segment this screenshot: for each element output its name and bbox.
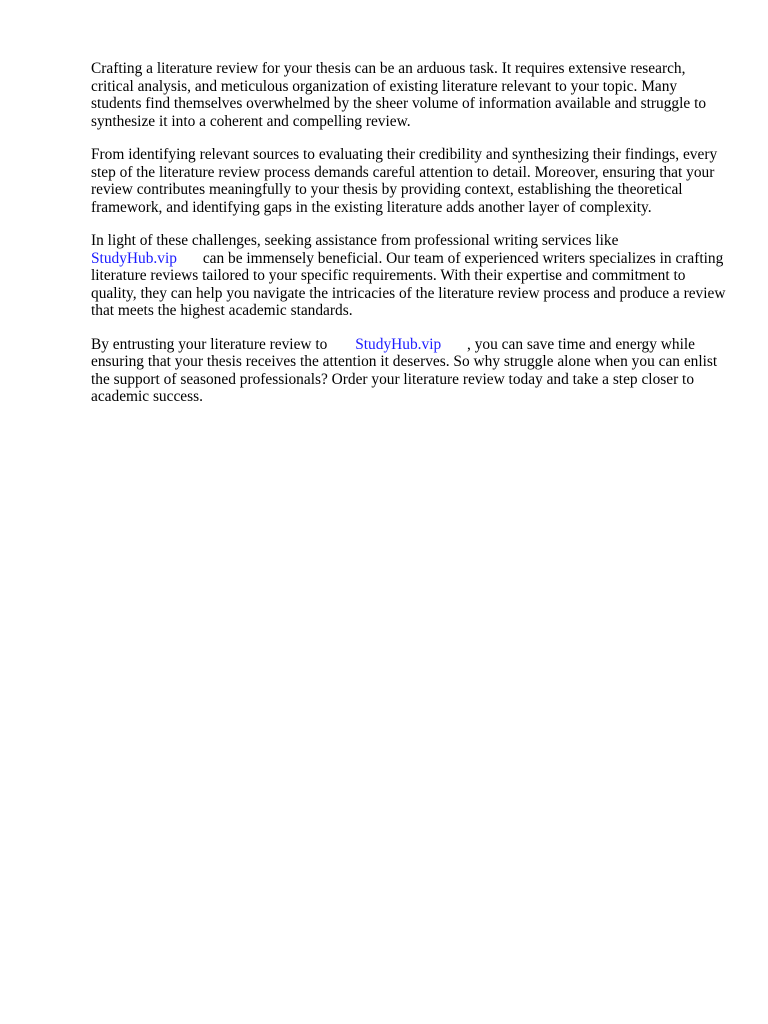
paragraph-assistance: [91, 232, 728, 320]
studyhub-link[interactable]: StudyHub.vip: [355, 335, 442, 353]
paragraph-conclusion: [91, 336, 728, 406]
paragraph-process: [91, 146, 728, 216]
paragraph-conclusion-after: , you can save time and energy while ensuring that your thesis receives the attention it deserves. So why struggle alone when you can enlist the support of seasoned professionals? Order your literature review today and take a step closer to academic success.: [91, 335, 718, 405]
paragraph-assistance-after: can be immensely beneficial. Our team of experienced writers specializes in crafting literature reviews tailored to your specific requirements. With their expertise and commitment to quality, they can help you navigate the intricacies of the literature review process and produce a review that meets the highest academic standards.: [91, 249, 726, 319]
paragraph-conclusion-before: By entrusting your literature review to: [91, 335, 328, 353]
paragraph-intro: [91, 60, 728, 130]
paragraph-assistance-before: In light of these challenges, seeking assistance from professional writing services like: [91, 232, 619, 249]
studyhub-link[interactable]: StudyHub.vip: [91, 249, 177, 267]
paragraph-process-text: From identifying relevant sources to evaluating their credibility and synthesizing their findings, every step of the literature review process demands careful attention to detail. Moreover, ensuring that your review contributes meaningfully to your thesis by providing context, establishing the theoretical framework, and identifying gaps in the existing literature adds another layer of complexity.: [91, 146, 718, 216]
paragraph-intro-text: Crafting a literature review for your thesis can be an arduous task. It requires extensive research, critical analysis, and meticulous organization of existing literature relevant to your topic. Many students find themselves overwhelmed by the sheer volume of information available and struggle to synthesize it into a coherent and compelling review.: [91, 60, 707, 130]
